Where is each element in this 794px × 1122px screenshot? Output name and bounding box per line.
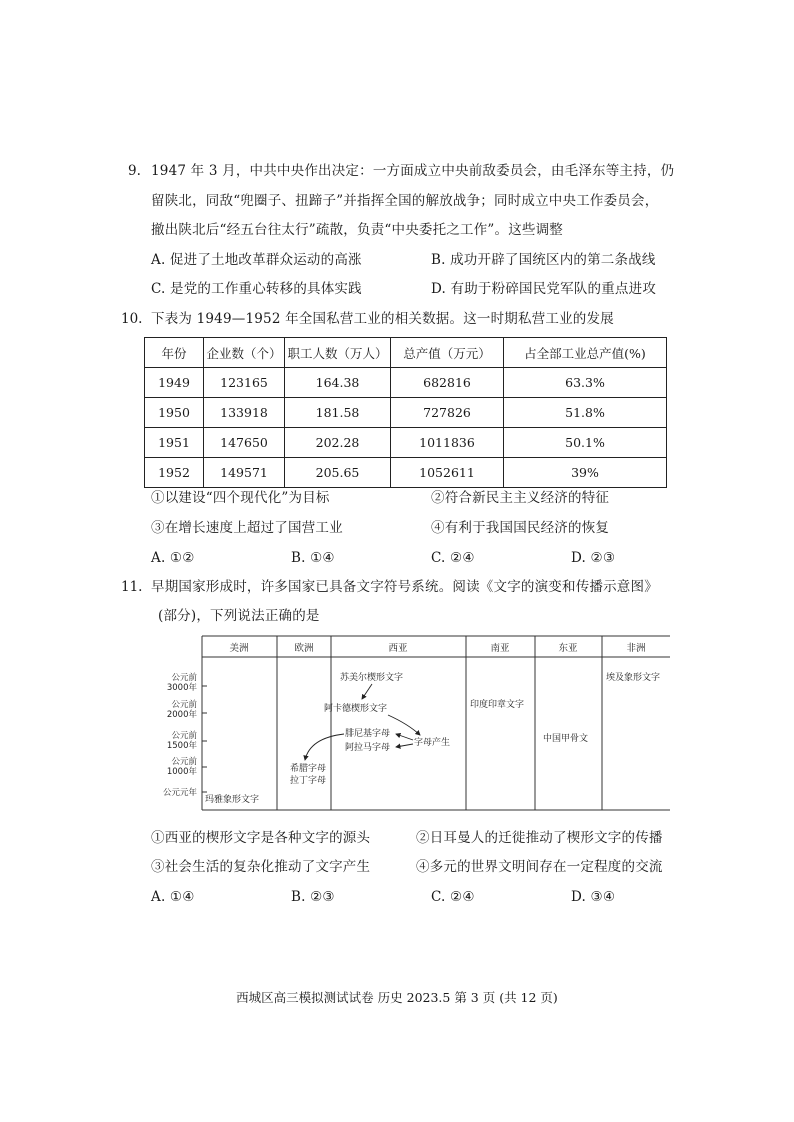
question-11-option-d: D. ③④ [571,889,616,905]
table-cell: 164.38 [285,368,391,398]
region-south-asia: 南亚 [490,643,510,654]
table-cell: 147650 [204,428,285,458]
writing-evolution-diagram [150,634,670,812]
question-9-option-a: A. 促进了土地改革群众运动的高涨 [151,252,362,268]
table-cell: 50.1% [504,428,667,458]
question-9-stem-line2: 留陕北，同敌“兜圈子、扭蹄子”并指挥全国的解放战争；同时成立中央工作委员会， [151,193,659,209]
table-cell: 51.8% [504,398,667,428]
question-10-option-c: C. ②④ [431,550,475,566]
question-10-number: 10. [121,311,143,327]
question-9-stem-line3: 撤出陕北后“经五台往太行”疏散，负责“中央委托之工作”。这些调整 [151,222,564,238]
table-header-row [145,338,667,368]
time-label-1500bc-a: 公元前 [171,731,197,741]
table-cell: 1011836 [391,428,504,458]
question-11-option-c: C. ②④ [431,889,475,905]
time-label-2000bc-b: 2000年 [166,710,197,720]
label-egyptian-hieroglyphs: 埃及象形文字 [606,673,661,683]
question-9-option-b: B. 成功开辟了国统区内的第二条战线 [431,252,656,268]
table-cell: 205.65 [285,458,391,488]
time-label-2000bc-a: 公元前 [171,700,197,710]
arrow-phoenician-to-greek [305,734,344,760]
label-sumerian-cuneiform: 苏美尔楔形文字 [340,673,404,683]
table-cell: 202.28 [285,428,391,458]
column-header-share: 占全部工业总产值(%) [504,338,667,368]
time-label-3000bc-b: 3000年 [166,683,197,693]
arrow-akkad-to-alphabet [388,715,420,735]
label-latin-alphabet: 拉丁字母 [290,776,327,786]
table-cell: 63.3% [504,368,667,398]
question-9-option-c: C. 是党的工作重心转移的具体实践 [151,281,362,297]
region-americas: 美洲 [229,643,249,654]
table-cell: 39% [504,458,667,488]
table-cell: 727826 [391,398,504,428]
table-cell: 1950 [145,398,204,428]
region-east-asia: 东亚 [558,643,578,654]
table-cell: 682816 [391,368,504,398]
table-cell: 133918 [204,398,285,428]
arrow-origin-to-aramaic [396,744,413,747]
question-10-option-b: B. ①④ [291,550,335,566]
table-cell: 149571 [204,458,285,488]
time-label-3000bc-a: 公元前 [171,673,197,683]
label-phoenician-alphabet: 腓尼基字母 [345,729,391,739]
question-9-number: 9. [128,163,141,179]
label-indus-seal-script: 印度印章文字 [470,700,525,710]
question-9-option-d: D. 有助于粉碎国民党军队的重点进攻 [431,281,657,297]
region-west-asia: 西亚 [388,643,408,654]
column-header-year: 年份 [145,338,204,368]
column-header-workers: 职工人数（万人） [285,338,391,368]
question-10-statement-3: ③在增长速度上超过了国营工业 [151,520,343,536]
question-11-option-b: B. ②③ [291,889,335,905]
time-label-1000bc-b: 1000年 [166,767,197,777]
region-europe: 欧洲 [294,643,314,654]
table-cell: 181.58 [285,398,391,428]
time-label-ad1: 公元元年 [162,788,197,798]
question-11-statement-3: ③社会生活的复杂化推动了文字产生 [151,859,371,875]
column-header-output: 总产值（万元） [391,338,504,368]
page-footer: 西城区高三模拟测试试卷 历史 2023.5 第 3 页 (共 12 页) [236,990,558,1005]
table-row [145,368,667,398]
question-10-option-d: D. ②③ [571,550,616,566]
table-row [145,398,667,428]
time-label-1000bc-a: 公元前 [171,757,197,767]
question-11-statement-4: ④多元的世界文明间存在一定程度的交流 [416,859,663,875]
label-aramaic-alphabet: 阿拉马字母 [345,743,391,753]
question-10-stem: 下表为 1949—1952 年全国私营工业的相关数据。这一时期私营工业的发展 [151,311,614,327]
label-maya-script: 玛雅象形文字 [205,795,260,805]
time-label-1500bc-b: 1500年 [166,741,197,751]
question-11-stem-line1: 早期国家形成时，许多国家已具备文字符号系统。阅读《文字的演变和传播示意图》 [151,579,658,595]
question-11-option-a: A. ①④ [151,889,195,905]
table-cell: 1952 [145,458,204,488]
question-10-statement-4: ④有利于我国国民经济的恢复 [431,520,610,536]
label-alphabet-origin: 字母产生 [414,738,451,748]
question-9-stem-line1: 1947 年 3 月，中共中央作出决定：一方面成立中央前敌委员会，由毛泽东等主持，仍 [151,163,675,179]
region-africa: 非洲 [626,643,646,654]
question-10-option-a: A. ①② [151,550,195,566]
private-industry-table [144,337,667,488]
table-cell: 1951 [145,428,204,458]
table-cell: 123165 [204,368,285,398]
table-row [145,458,667,488]
arrow-sumer-to-akkad [362,684,372,699]
table-cell: 1052611 [391,458,504,488]
column-header-enterprises: 企业数（个） [204,338,285,368]
arrow-origin-to-phoenician [396,734,413,740]
question-11-statement-1: ①西亚的楔形文字是各种文字的源头 [151,830,371,846]
table-row [145,428,667,458]
label-akkadian-cuneiform: 阿卡德楔形文字 [324,704,388,714]
question-11-number: 11. [121,579,143,595]
question-10-statement-2: ②符合新民主主义经济的特征 [431,490,610,506]
label-oracle-bone-script: 中国甲骨文 [543,734,589,744]
label-greek-alphabet: 希腊字母 [290,764,327,774]
table-cell: 1949 [145,368,204,398]
question-10-statement-1: ①以建设“四个现代化”为目标 [151,490,330,506]
question-11-stem-line2: (部分)，下列说法正确的是 [158,608,320,624]
question-11-statement-2: ②日耳曼人的迁徙推动了楔形文字的传播 [416,830,663,846]
